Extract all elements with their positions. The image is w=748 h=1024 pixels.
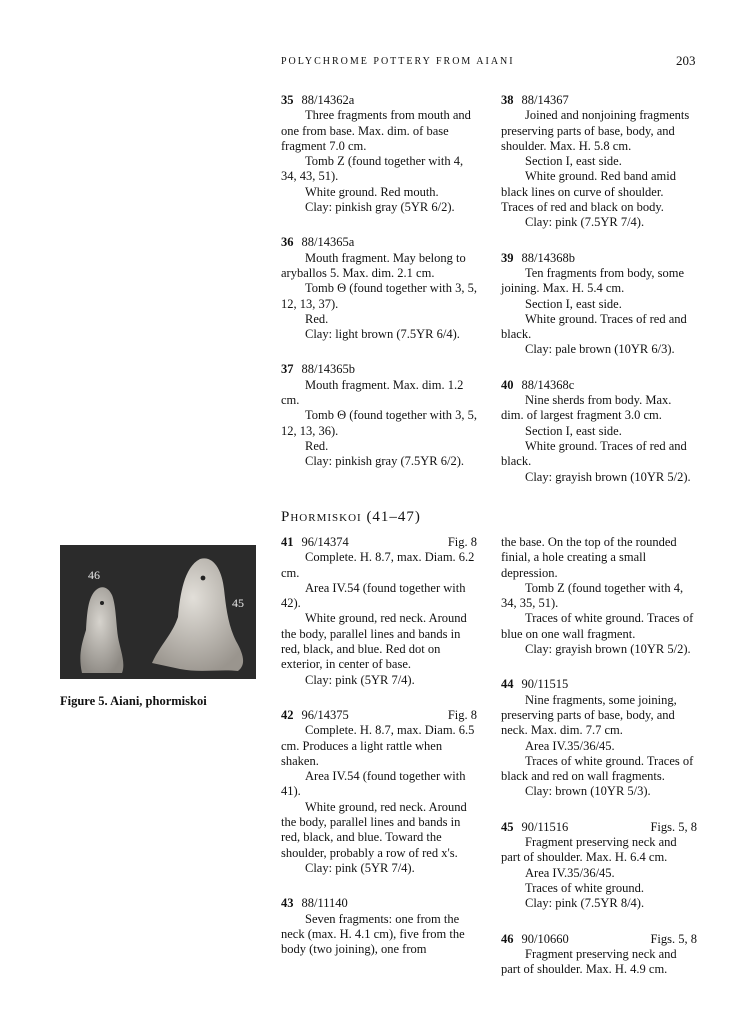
entry-text: Red. (305, 438, 329, 453)
entry-heading (501, 932, 697, 947)
catalog-entry (281, 708, 477, 876)
section-title (281, 509, 421, 526)
entry-text: White ground, red neck. Around the body, parallel lines and bands in red, black, and blue. Red dot on exterior, in center of base. (281, 611, 467, 672)
column-bottom-right (501, 535, 697, 997)
catalog-entry (501, 251, 697, 358)
entry-number: 36 (281, 235, 294, 250)
entry-number: 46 (501, 931, 514, 946)
photo-label-46: 46 (88, 568, 100, 582)
column-top-right (501, 93, 697, 505)
entry-number: 40 (501, 377, 514, 392)
entry-text: Section I, east side. (525, 154, 622, 169)
figure-reference: Figs. 5, 8 (650, 819, 697, 834)
hole-45 (201, 576, 206, 581)
inventory-number: 90/11516 (521, 819, 569, 834)
entry-text: Section I, east side. (525, 296, 622, 311)
entry-heading (281, 535, 477, 550)
entry-text: White ground. Red mouth. (305, 184, 439, 199)
entry-heading (281, 235, 477, 250)
entry-heading (281, 708, 477, 723)
figure-reference: Fig. 8 (447, 707, 477, 722)
section-range: (41–47) (366, 509, 421, 525)
inventory-number: 88/14362a (301, 93, 355, 107)
inventory-number: 88/14368c (521, 377, 575, 392)
entry-text: Complete. H. 8.7, max. Diam. 6.2 cm. (281, 550, 475, 580)
catalog-entry (501, 932, 697, 978)
inventory-number: 90/11515 (521, 677, 569, 692)
catalog-entry (281, 93, 477, 215)
entry-text: Clay: grayish brown (10YR 5/2). (525, 642, 691, 657)
entry-number: 39 (501, 250, 514, 265)
entry-text: Clay: brown (10YR 5/3). (525, 784, 651, 799)
entry-number: 45 (501, 819, 514, 834)
entry-text: Tomb Z (found together with 4, 34, 43, 51). (281, 154, 464, 184)
photo-label-45: 45 (232, 596, 244, 610)
hole-46 (100, 601, 104, 605)
entry-number: 43 (281, 896, 294, 911)
entry-text: Clay: pinkish gray (5YR 6/2). (305, 200, 455, 215)
entry-text: Traces of white ground. Traces of black and red on wall fragments. (501, 753, 694, 784)
entry-number: 44 (501, 677, 514, 692)
inventory-number: 88/11140 (301, 896, 348, 911)
entry-text: Traces of white ground. (525, 880, 644, 895)
inventory-number: 88/14367 (521, 93, 569, 107)
column-bottom-left (281, 535, 477, 977)
entry-number: 38 (501, 93, 514, 107)
entry-heading (281, 362, 477, 377)
catalog-entry (281, 235, 477, 342)
entry-text: White ground. Traces of red and black. (501, 438, 687, 469)
entry-text: Seven fragments: one from the neck (max. H. 4.1 cm), five from the body (two joining), one from (281, 911, 465, 957)
entry-text: Mouth fragment. May belong to aryballos 5. Max. dim. 2.1 cm. (281, 250, 466, 280)
figure-reference: Fig. 8 (447, 535, 477, 549)
entry-text: Clay: pale brown (10YR 6/3). (525, 342, 675, 357)
inventory-number: 90/10660 (521, 931, 569, 946)
section-name: Phormiskoi (281, 509, 362, 525)
entry-text: the base. On the top of the rounded finial, a hole creating a small depression. (501, 535, 677, 580)
entry-text: Clay: grayish brown (10YR 5/2). (525, 469, 691, 484)
entry-text: Clay: pink (5YR 7/4). (305, 860, 415, 875)
figure-reference: Figs. 5, 8 (650, 931, 697, 946)
entry-heading (501, 378, 697, 393)
entry-text: Joined and nonjoining fragments preserving parts of base, body, and shoulder. Max. H. 5.8 cm. (501, 108, 690, 153)
entry-text: Tomb Θ (found together with 3, 5, 12, 13, 36). (281, 408, 478, 438)
entry-43-continued (501, 535, 697, 657)
catalog-entry (281, 362, 477, 469)
figure-photo (60, 545, 256, 679)
entry-text: Ten fragments from body, some joining. Max. H. 5.4 cm. (501, 265, 685, 296)
page-number: 203 (676, 53, 696, 68)
inventory-number: 96/14375 (301, 707, 349, 722)
catalog-entry (281, 535, 477, 688)
entry-text: White ground. Red band amid black lines on curve of shoulder. Traces of red and black on body. (501, 169, 677, 215)
entry-text: Clay: pink (5YR 7/4). (305, 672, 415, 687)
catalog-entry (501, 677, 697, 799)
entry-text: Section I, east side. (525, 423, 622, 438)
entry-heading (281, 896, 477, 911)
entry-text: Area IV.35/36/45. (525, 738, 615, 753)
inventory-number: 88/14365a (301, 235, 355, 250)
entry-number: 41 (281, 535, 294, 549)
entry-text: Clay: pink (7.5YR 7/4). (525, 215, 645, 230)
entry-text: Clay: light brown (7.5YR 6/4). (305, 327, 460, 342)
entry-number: 35 (281, 93, 294, 107)
entry-text: Mouth fragment. Max. dim. 1.2 cm. (281, 377, 464, 408)
inventory-number: 88/14365b (301, 362, 355, 377)
catalog-entry (281, 896, 477, 957)
entry-text: Clay: pink (7.5YR 8/4). (525, 896, 645, 911)
entry-number: 42 (281, 707, 294, 722)
entry-text: White ground. Traces of red and black. (501, 311, 687, 342)
entry-text: Area IV.54 (found together with 41). (281, 769, 466, 799)
entry-heading (281, 93, 477, 108)
entry-number: 37 (281, 362, 294, 377)
running-head: POLYCHROME POTTERY FROM AIANI (281, 56, 515, 67)
entry-text: Traces of white ground. Traces of blue on one wall fragment. (501, 611, 694, 641)
entry-text: Fragment preserving neck and part of shoulder. Max. H. 4.9 cm. (501, 946, 677, 977)
entry-text: Area IV.35/36/45. (525, 865, 615, 880)
entry-text: Red. (305, 311, 329, 326)
entry-text: Fragment preserving neck and part of shoulder. Max. H. 6.4 cm. (501, 835, 677, 865)
phormiskoi-photo (60, 545, 256, 679)
entry-text: Complete. H. 8.7, max. Diam. 6.5 cm. Produces a light rattle when shaken. (281, 723, 475, 768)
entry-heading (501, 677, 697, 692)
entry-heading (501, 93, 697, 108)
entry-text: Area IV.54 (found together with 42). (281, 580, 466, 611)
inventory-number: 88/14368b (521, 250, 575, 265)
catalog-entry (501, 93, 697, 231)
entry-text: Tomb Θ (found together with 3, 5, 12, 13, 37). (281, 281, 478, 311)
entry-heading (501, 820, 697, 835)
entry-text: Clay: pinkish gray (7.5YR 6/2). (305, 454, 465, 469)
entry-text: Nine fragments, some joining, preserving parts of base, body, and neck. Max. dim. 7.7 cm. (501, 692, 677, 738)
inventory-number: 96/14374 (301, 535, 349, 549)
figure-caption: Figure 5. Aiani, phormiskoi (60, 694, 207, 708)
entry-text: Tomb Z (found together with 4, 34, 35, 51). (501, 580, 684, 611)
entry-text: Three fragments from mouth and one from base. Max. dim. of base fragment 7.0 cm. (281, 108, 471, 153)
entry-heading (501, 251, 697, 266)
column-top-left (281, 93, 477, 490)
entry-text: Nine sherds from body. Max. dim. of largest fragment 3.0 cm. (501, 393, 672, 423)
catalog-entry (501, 378, 697, 485)
catalog-entry (501, 820, 697, 912)
entry-text: White ground, red neck. Around the body, parallel lines and bands in red, black, and blue. Toward the shoulder, probably a row of red x's. (281, 799, 467, 860)
